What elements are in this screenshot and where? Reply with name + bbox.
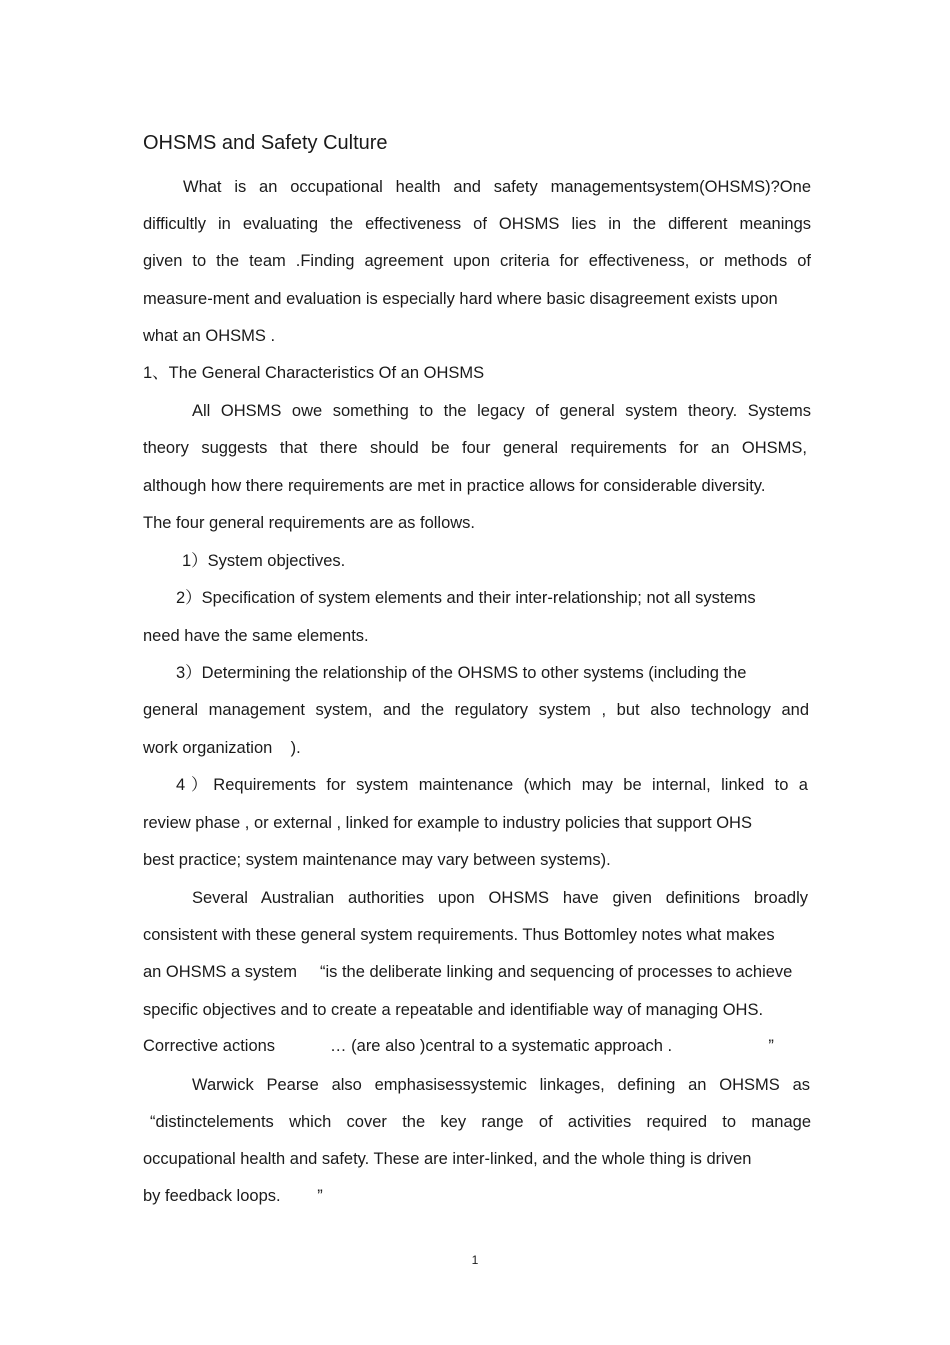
requirement-3-line-1: 3）Determining the relationship of the OHSMS to other systems (including the — [176, 664, 747, 682]
requirement-2-line-2: need have the same elements. — [143, 627, 369, 645]
document-title: OHSMS and Safety Culture — [143, 132, 388, 154]
paragraph-4-line-4: by feedback loops. ” — [143, 1187, 323, 1205]
paragraph-4-line-2: “distinctelements which cover the key range of activities required to manage — [150, 1113, 811, 1131]
requirement-3-line-3: work organization ). — [143, 739, 301, 757]
requirement-4-line-2: review phase , or external , linked for example to industry policies that support OHS — [143, 814, 752, 832]
paragraph-1-line-3: given to the team .Finding agreement upon criteria for effectiveness, or methods of — [143, 252, 811, 270]
page-number: 1 — [471, 1253, 479, 1267]
paragraph-3-line-2: consistent with these general system requirements. Thus Bottomley notes what makes — [143, 926, 775, 944]
paragraph-1-line-4: measure-ment and evaluation is especially hard where basic disagreement exists upon — [143, 290, 778, 308]
paragraph-2-line-2: theory suggests that there should be four general requirements for an OHSMS, — [143, 439, 807, 457]
requirement-3-line-2: general management system, and the regulatory system , but also technology and — [143, 701, 809, 719]
paragraph-1-line-5: what an OHSMS . — [143, 327, 276, 345]
paragraph-1-line-2: difficultly in evaluating the effectiveness of OHSMS lies in the different meanings — [143, 215, 811, 233]
paragraph-2-line-4: The four general requirements are as follows. — [143, 514, 475, 532]
paragraph-3-line-1: Several Australian authorities upon OHSMS have given definitions broadly — [192, 889, 808, 907]
paragraph-1-line-1: What is an occupational health and safety managementsystem(OHSMS)?One — [183, 178, 811, 196]
paragraph-2-line-3: although how there requirements are met in practice allows for considerable diversity. — [143, 477, 766, 495]
paragraph-3-line-4: specific objectives and to create a repeatable and identifiable way of managing OHS. — [143, 1001, 764, 1019]
paragraph-4-line-3: occupational health and safety. These are inter-linked, and the whole thing is driven — [143, 1150, 752, 1168]
requirement-1: 1）System objectives. — [182, 552, 346, 570]
paragraph-3-line-5: Corrective actions … (are also )central to a systematic approach . ” — [143, 1037, 774, 1055]
requirement-4-line-1: 4）Requirements for system maintenance (which may be internal, linked to a — [176, 776, 808, 794]
paragraph-2-line-1: All OHSMS owe something to the legacy of general system theory. Systems — [192, 402, 811, 420]
paragraph-4-line-1: Warwick Pearse also emphasisessystemic linkages, defining an OHSMS as — [192, 1076, 810, 1094]
requirement-4-line-3: best practice; system maintenance may vary between systems). — [143, 851, 611, 869]
requirement-2-line-1: 2）Specification of system elements and their inter-relationship; not all systems — [176, 589, 756, 607]
paragraph-3-line-3: an OHSMS a system “is the deliberate linking and sequencing of processes to achieve — [143, 963, 793, 981]
section-heading-1: 1、The General Characteristics Of an OHSMS — [143, 364, 485, 382]
